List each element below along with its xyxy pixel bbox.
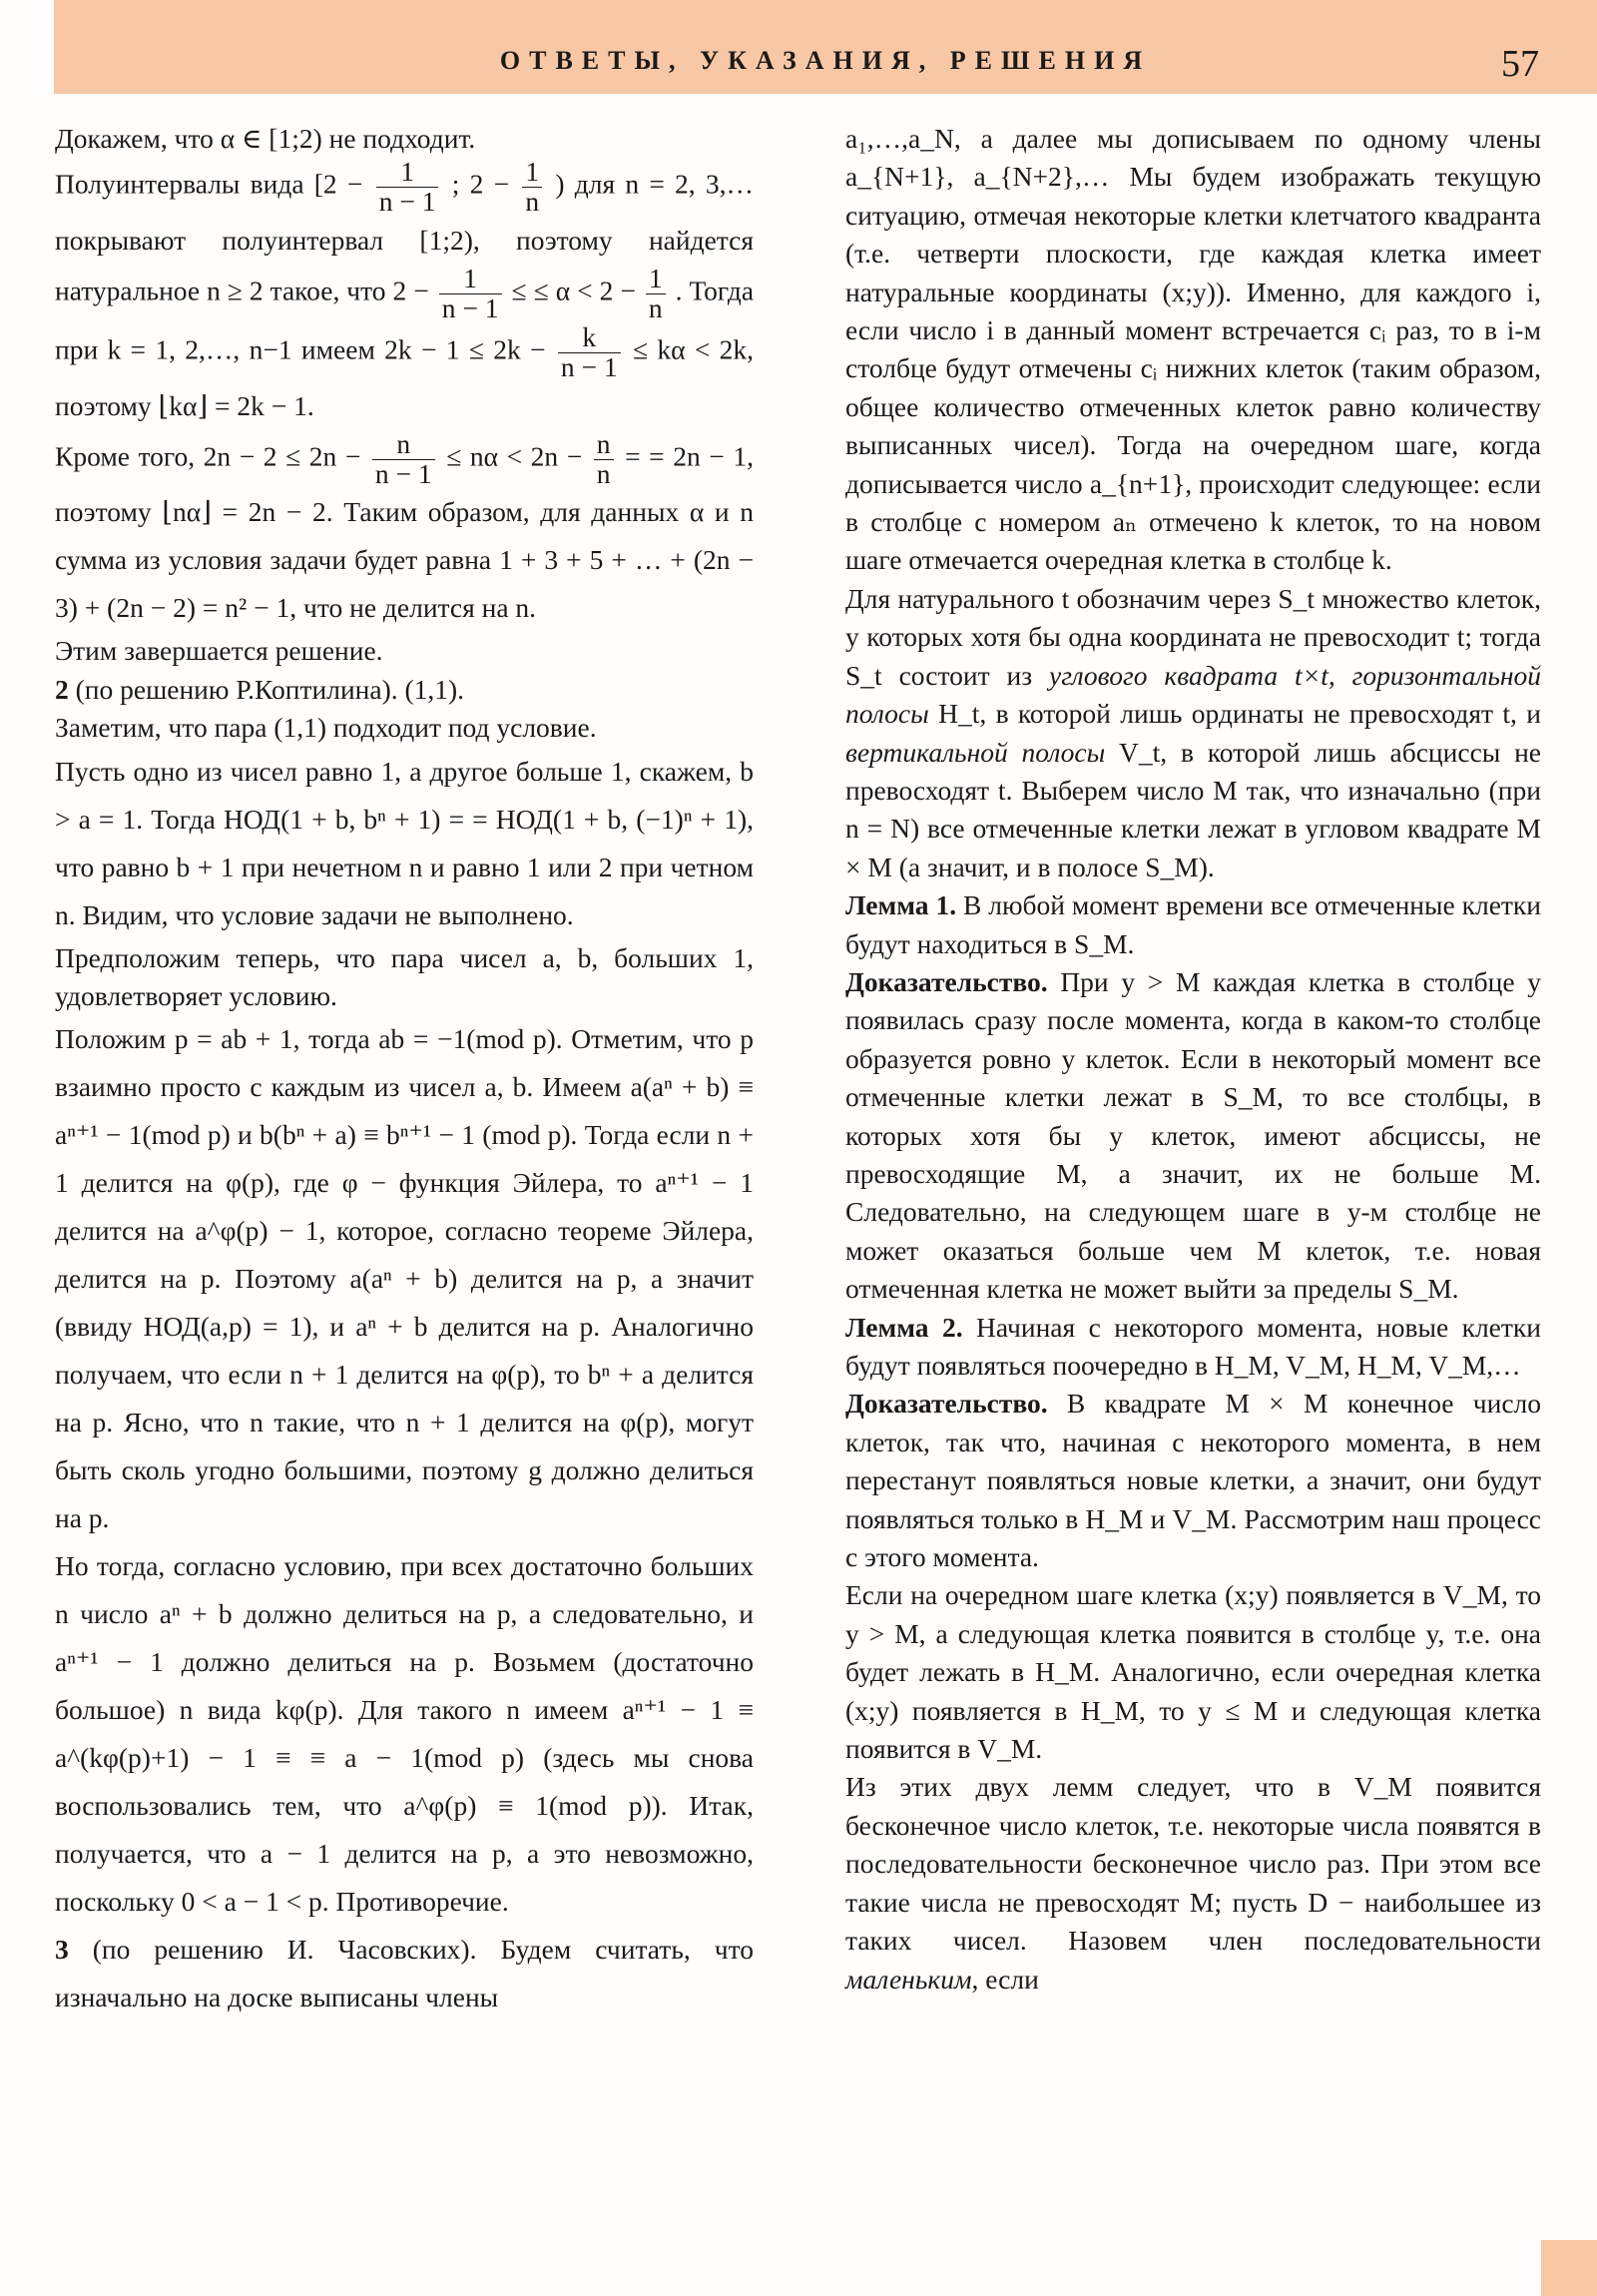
- paragraph: Для натурального t обозначим через S_t множество клеток, у которых хотя бы одна координата не превосходит t; тогда S_t состоит из углового квадрата t×t, горизонтальной полосы H_t, в которой лишь ординаты не превосходят t, и вертикальной полосы V_t, в которой лишь абсциссы не превосходят t. Выберем число M так, что изначально (при n = N) все отмеченные клетки лежат в угловом квадрате M × M (а значит, и в полосе S_M).: [845, 582, 1541, 882]
- problem-3-heading: 3 (по решению И. Часовских). Будем считать, что изначально на доске выписаны члены: [55, 1934, 754, 2013]
- fraction: $\frac{1}{n - 1}$: [376, 158, 439, 217]
- proof-label: Доказательство.: [845, 965, 1048, 997]
- paragraph: Положим p = ab + 1, тогда ab = −1(mod p). Отметим, что p взаимно просто с каждым из чисел a, b. Имеем a(aⁿ + b) ≡ aⁿ⁺¹ − 1(mod p) и b(bⁿ + a) ≡ bⁿ⁺¹ − 1 (mod p). Тогда если n + 1 делится на φ(p), где φ − функция Эйлера, то aⁿ⁺¹ − 1 делится на a^φ(p) − 1, которое, согласно теореме Эйлера, делится на p. Поэтому a(aⁿ + b) делится на p, а значит (ввиду НОД(a,p) = 1), и aⁿ + b делится на p. Аналогично получаем, что если n + 1 делится на φ(p), то bⁿ + a делится на p. Ясно, что n такие, что n + 1 делится на φ(p), могут быть сколь угодно большими, поэтому g должно делиться на p.: [55, 1023, 754, 1534]
- paragraph: Если на очередном шаге клетка (x;y) появляется в V_M, то y > M, а следующая клетка появится в столбце y, т.е. она будет лежать в H_M. Аналогично, если очередная клетка (x;y) появляется в H_M, то y ≤ M и следующая клетка появится в V_M.: [845, 1579, 1541, 1765]
- paragraph: Этим завершается решение.: [55, 635, 383, 667]
- lemma-label: Лемма 1.: [845, 889, 957, 921]
- left-column: [55, 120, 754, 2021]
- fraction: $\frac{n}{n}$: [594, 430, 614, 489]
- paragraph: a₁,…,a_N, а далее мы дописываем по одному члены a_{N+1}, a_{N+2},… Мы будем изображать текущую ситуацию, отмечая некоторые клетки клетчатого квадранта (т.е. четверти плоскости, где каждая клетка имеет натуральные координаты (x;y)). Именно, для каждого i, если число i в данный момент встречается cᵢ раз, то в i-м столбце будут отмечены cᵢ нижних клеток (таким образом, общее количество отмеченных клеток равно количеству выписанных чисел). Тогда на очередном шаге, когда дописывается число a_{n+1}, происходит следующее: если в столбце с номером aₙ отмечено k клеток, то на новом шаге отмечается очередная клетка в столбце k.: [845, 123, 1541, 576]
- problem-2-heading: 2 (по решению Р.Коптилина). (1,1).: [55, 673, 465, 705]
- paragraph: Полуинтервалы вида [2 − $\frac{1}{n - 1}$ ; 2 − $\frac{1}{n}$ ) для n = 2, 3,… покрывают полуинтервал [1;2), поэтому найдется натуральное n ≥ 2 такое, что 2 − $\frac{1}{n - 1}$ ≤ ≤ α < 2 − $\frac{1}{n}$ . Тогда при k = 1, 2,…, n−1 имеем 2k − 1 ≤ 2k − $\frac{k}{n - 1}$ ≤ kα < 2k, поэтому ⌊kα⌋ = 2k − 1.: [55, 156, 755, 421]
- proof-label: Доказательство.: [845, 1388, 1048, 1420]
- fraction: $\frac{1}{n - 1}$: [439, 265, 502, 323]
- paragraph: Но тогда, согласно условию, при всех достаточно больших n число aⁿ + b должно делиться на p, а следовательно, и aⁿ⁺¹ − 1 должно делиться на p. Возьмем (достаточно большое) n вида kφ(p). Для такого n имеем aⁿ⁺¹ − 1 ≡ a^(kφ(p)+1) − 1 ≡ ≡ a − 1(mod p) (здесь мы снова воспользовались тем, что a^φ(p) ≡ 1(mod p)). Итак, получается, что a − 1 делится на p, а это невозможно, поскольку 0 < a − 1 < p. Противоречие.: [55, 1550, 754, 1918]
- paragraph: Предположим теперь, что пара чисел a, b, больших 1, удовлетворяет условию.: [55, 941, 754, 1012]
- paragraph: Кроме того, 2n − 2 ≤ 2n − $\frac{n}{n - 1}$ ≤ nα < 2n − $\frac{n}{n}$ = = 2n − 1, поэтому ⌊nα⌋ = 2n − 2. Таким образом, для данных α и n сумма из условия задачи будет равна 1 + 3 + 5 + … + (2n − 3) + (2n − 2) = n² − 1, что не делится на n.: [55, 427, 754, 624]
- fraction: $\frac{n}{n - 1}$: [372, 430, 435, 489]
- running-title: ОТВЕТЫ, УКАЗАНИЯ, РЕШЕНИЯ: [499, 46, 1152, 75]
- problem-number: 2: [55, 673, 69, 705]
- fraction: $\frac{1}{n}$: [522, 158, 542, 217]
- paragraph: Докажем, что α ∈ [1;2) не подходит.: [55, 123, 476, 154]
- proof-1: Доказательство. При y > M каждая клетка в столбце y появилась сразу после момента, когда в каком-то столбце образуется ровно y клеток. Если в некоторый момент все отмеченные клетки лежат в S_M, то все столбцы, в которых хотя бы y клеток, имеют абсциссы, не превосходящие M, а значит, их не больше M. Следовательно, на следующем шаге в y-м столбце не может оказаться больше чем M клеток, т.е. новая отмеченная клетка не может выйти за пределы S_M.: [845, 965, 1541, 1305]
- page-number: 57: [1501, 43, 1539, 85]
- problem-number: 3: [55, 1934, 69, 1966]
- paragraph: Из этих двух лемм следует, что в V_M появится бесконечное число клеток, т.е. некоторые числа появятся в последовательности бесконечное число раз. При этом все такие числа не превосходят M; пусть D − наибольшее из таких чисел. Назовем член последовательности маленьким, если: [845, 1771, 1541, 1995]
- lemma-1: Лемма 1. В любой момент времени все отмеченные клетки будут находиться в S_M.: [845, 889, 1541, 959]
- proof-2: Доказательство. В квадрате M × M конечное число клеток, так что, начиная с некоторого момента, в нем перестанут появляться новые клетки, а значит, они будут появляться только в H_M и V_M. Рассмотрим наш процесс с этого момента.: [845, 1388, 1541, 1573]
- paragraph: Заметим, что пара (1,1) подходит под условие.: [55, 712, 597, 744]
- lemma-label: Лемма 2.: [845, 1311, 963, 1343]
- fraction: $\frac{1}{n}$: [646, 265, 666, 323]
- lemma-2: Лемма 2. Начиная с некоторого момента, новые клетки будут появляться поочередно в H_M, V_M, H_M, V_M,…: [845, 1311, 1541, 1381]
- right-column: [845, 120, 1541, 1999]
- page-corner-tab: [1541, 2240, 1597, 2296]
- paragraph: Пусть одно из чисел равно 1, а другое больше 1, скажем, b > a = 1. Тогда НОД(1 + b, bⁿ + 1) = = НОД(1 + b, (−1)ⁿ + 1), что равно b + 1 при нечетном n и равно 1 или 2 при четном n. Видим, что условие задачи не выполнено.: [55, 755, 754, 930]
- page-header: [54, 0, 1597, 94]
- fraction: $\frac{k}{n - 1}$: [558, 323, 621, 382]
